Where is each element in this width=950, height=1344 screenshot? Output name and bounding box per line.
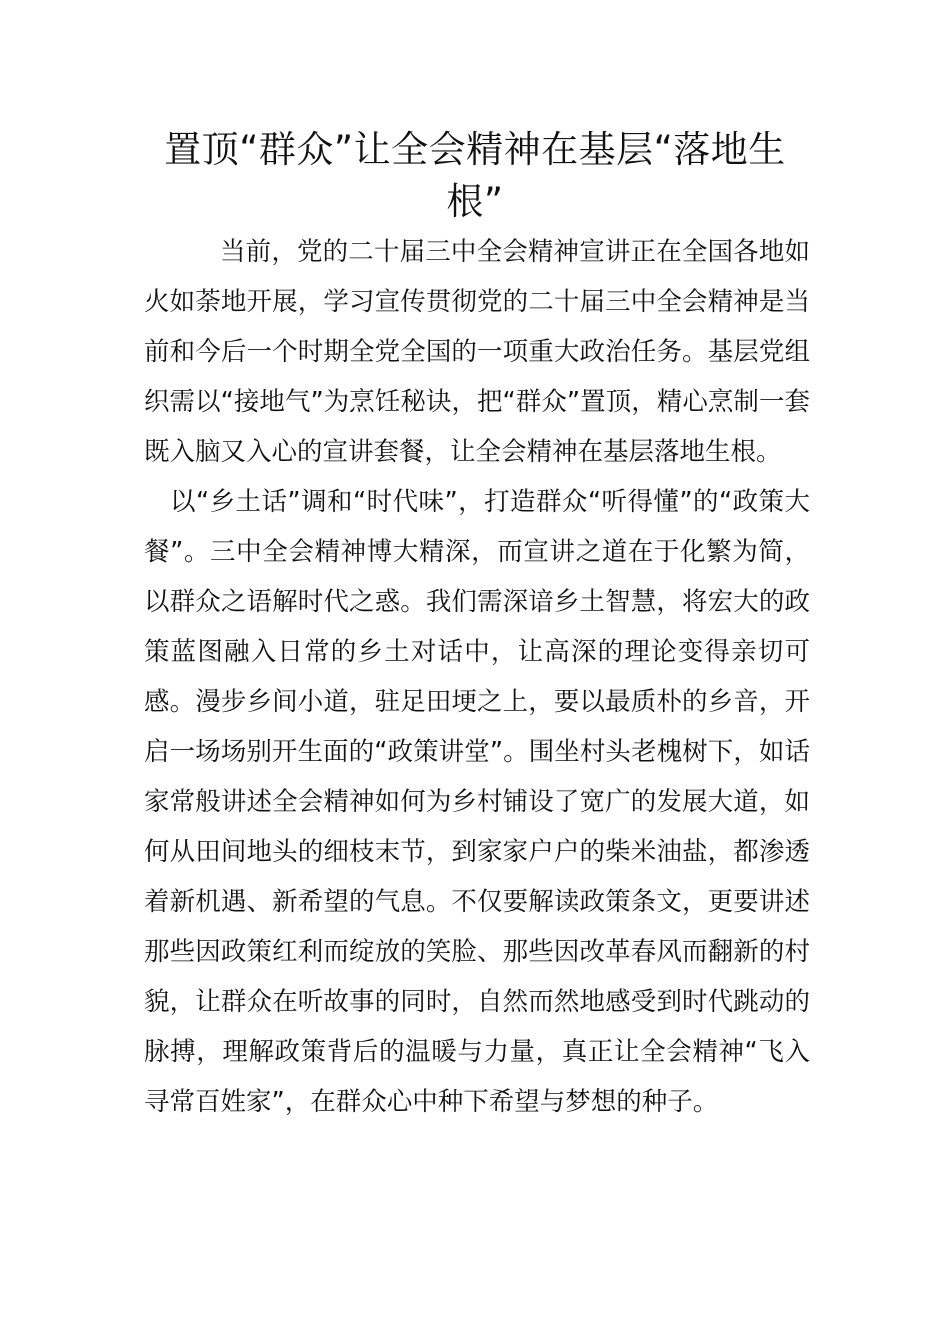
document-title: 置顶“群众”让全会精神在基层“落地生根”	[164, 128, 786, 223]
paragraph-intro: 当前，党的二十届三中全会精神宣讲正在全国各地如火如荼地开展，学习宣传贯彻党的二十届三中全会精神是当前和今后一个时期全党全国的一项重大政治任务。基层党组织需以“接地气”为烹饪秘诀，把“群众”置顶，精心烹制一套既入脑又入心的宣讲套餐，让全会精神在基层落地生根。	[144, 237, 810, 467]
paragraph-section-one: 以“乡土话”调和“时代味”，打造群众“听得懂”的“政策大餐”。三中全会精神博大精深，而宣讲之道在于化繁为简，以群众之语解时代之惑。我们需深谙乡土智慧，将宏大的政策蓝图融入日常的乡土对话中，让高深的理论变得亲切可感。漫步乡间小道，驻足田埂之上，要以最质朴的乡音，开启一场场别开生面的“政策讲堂”。围坐村头老槐树下，如话家常般讲述全会精神如何为乡村铺设了宽广的发展大道，如何从田间地头的细枝末节，到家家户户的柴米油盐，都渗透着新机遇、新希望的气息。不仅要解读政策条文，更要讲述那些因政策红利而绽放的笑脸、那些因改革春风而翻新的村貌，让群众在听故事的同时，自然而然地感受到时代跳动的脉搏，理解政策背后的温暖与力量，真正让全会精神“飞入寻常百姓家”，在群众心中种下希望与梦想的种子。	[144, 487, 810, 1117]
document-body	[144, 227, 810, 1127]
